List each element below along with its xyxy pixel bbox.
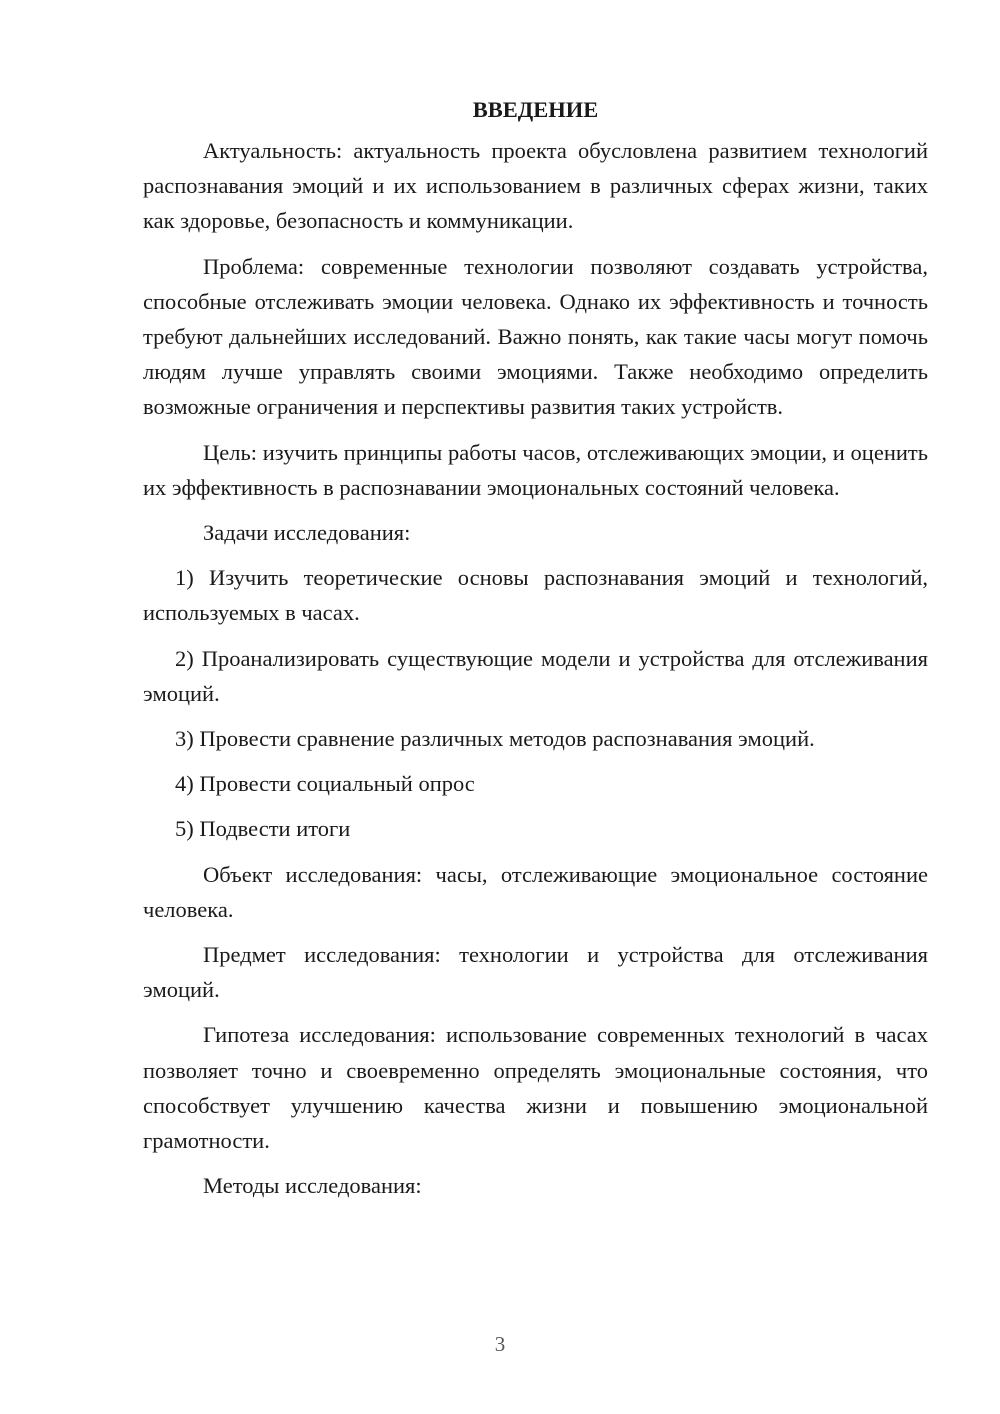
- list-item: 5) Подвести итоги: [175, 816, 351, 842]
- tasks-list: [143, 560, 928, 846]
- list-item: 2) Проанализировать существующие модели и устройства для отслеживания эмоций.: [143, 645, 928, 706]
- paragraph-object: Объект исследования: часы, отслеживающие эмоциональное состояние человека.: [143, 861, 928, 922]
- page-number: 3: [494, 1332, 506, 1356]
- paragraph-hypothesis: Гипотеза исследования: использование современных технологий в часах позволяет точно и своевременно определять эмоциональные состояния, что способствует улучшению качества жизни и повышению эмоциональной грамотности.: [143, 1022, 928, 1154]
- list-item: 1) Изучить теоретические основы распознавания эмоций и технологий, используемых в часах.: [143, 565, 928, 626]
- document-page: [143, 92, 928, 1213]
- tasks-heading: Задачи исследования:: [203, 520, 411, 546]
- paragraph-subject: Предмет исследования: технологии и устройства для отслеживания эмоций.: [143, 942, 928, 1003]
- paragraph-problem: Проблема: современные технологии позволяют создавать устройства, способные отслеживать эмоции человека. Однако их эффективность и точность требуют дальнейших исследований. Важно понять, как такие часы могут помочь людям лучше управлять своими эмоциями. Также необходимо определить возможные ограничения и перспективы развития таких устройств.: [143, 253, 928, 420]
- paragraph-goal: Цель: изучить принципы работы часов, отслеживающих эмоции, и оценить их эффективность в распознавании эмоциональных состояний человека.: [143, 439, 928, 500]
- list-item: 3) Провести сравнение различных методов распознавания эмоций.: [175, 726, 815, 752]
- paragraph-relevance: Актуальность: актуальность проекта обусловлена развитием технологий распознавания эмоций и их использованием в различных сферах жизни, таких как здоровье, безопасность и коммуникации.: [143, 138, 928, 234]
- list-item: 4) Провести социальный опрос: [175, 771, 475, 797]
- methods-heading: Методы исследования:: [203, 1173, 422, 1199]
- section-title: ВВЕДЕНИЕ: [472, 97, 599, 122]
